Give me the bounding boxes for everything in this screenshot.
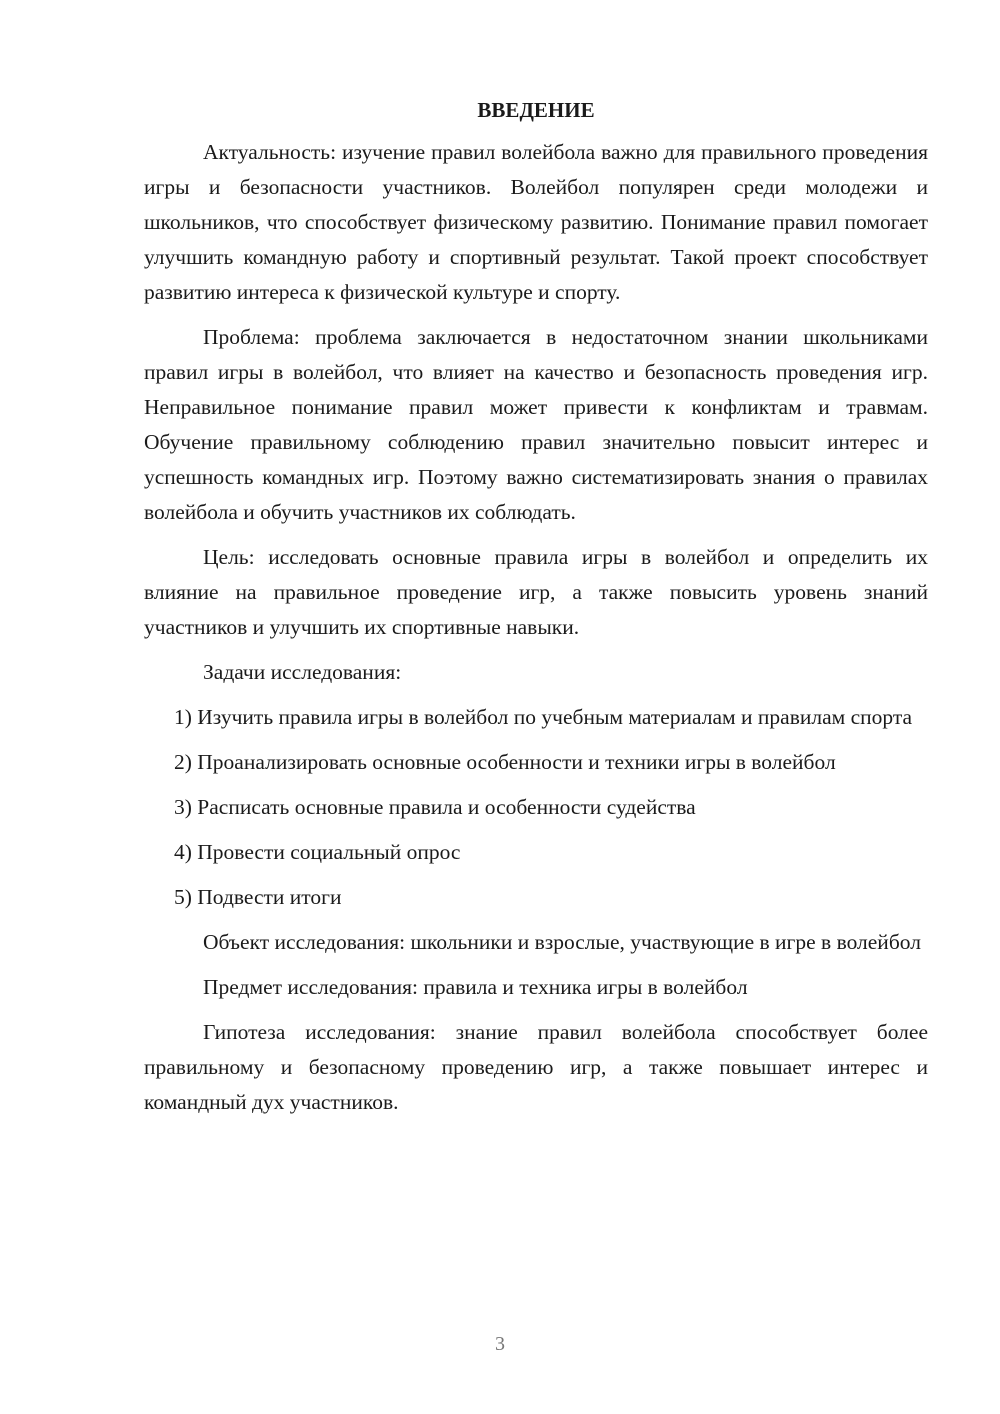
task-item-3: 3) Расписать основные правила и особенности судейства: [174, 795, 696, 819]
task-item-5: 5) Подвести итоги: [174, 885, 342, 909]
paragraph-hypothesis: Гипотеза исследования: знание правил волейбола способствует более правильному и безопасному проведению игр, а также повышает интерес и командный дух участников.: [144, 1020, 928, 1114]
page-content: [144, 95, 928, 1130]
paragraph-goal: Цель: исследовать основные правила игры в волейбол и определить их влияние на правильное проведение игр, а также повысить уровень знаний участников и улучшить их спортивные навыки.: [144, 545, 928, 639]
task-item-2: 2) Проанализировать основные особенности и техники игры в волейбол: [174, 750, 836, 774]
paragraph-subject: Предмет исследования: правила и техника игры в волейбол: [203, 975, 748, 999]
paragraph-relevance: Актуальность: изучение правил волейбола важно для правильного проведения игры и безопасности участников. Волейбол популярен среди молодежи и школьников, что способствует физическому развитию. Понимание правил помогает улучшить командную работу и спортивный результат. Такой проект способствует развитию интереса к физической культуре и спорту.: [144, 140, 928, 304]
page-title: ВВЕДЕНИЕ: [477, 98, 595, 122]
task-item-1: 1) Изучить правила игры в волейбол по учебным материалам и правилам спорта: [174, 705, 913, 729]
paragraph-problem: Проблема: проблема заключается в недостаточном знании школьниками правил игры в волейбол, что влияет на качество и безопасность проведения игр. Неправильное понимание правил может привести к конфликтам и травмам. Обучение правильному соблюдению правил значительно повысит интерес и успешность командных игр. Поэтому важно систематизировать знания о правилах волейбола и обучить участников их соблюдать.: [144, 325, 928, 524]
task-item-4: 4) Провести социальный опрос: [174, 840, 461, 864]
paragraph-object: Объект исследования: школьники и взрослые, участвующие в игре в волейбол: [203, 930, 921, 954]
paragraph-tasks-heading: Задачи исследования:: [203, 660, 402, 684]
page-number: 3: [495, 1333, 505, 1355]
